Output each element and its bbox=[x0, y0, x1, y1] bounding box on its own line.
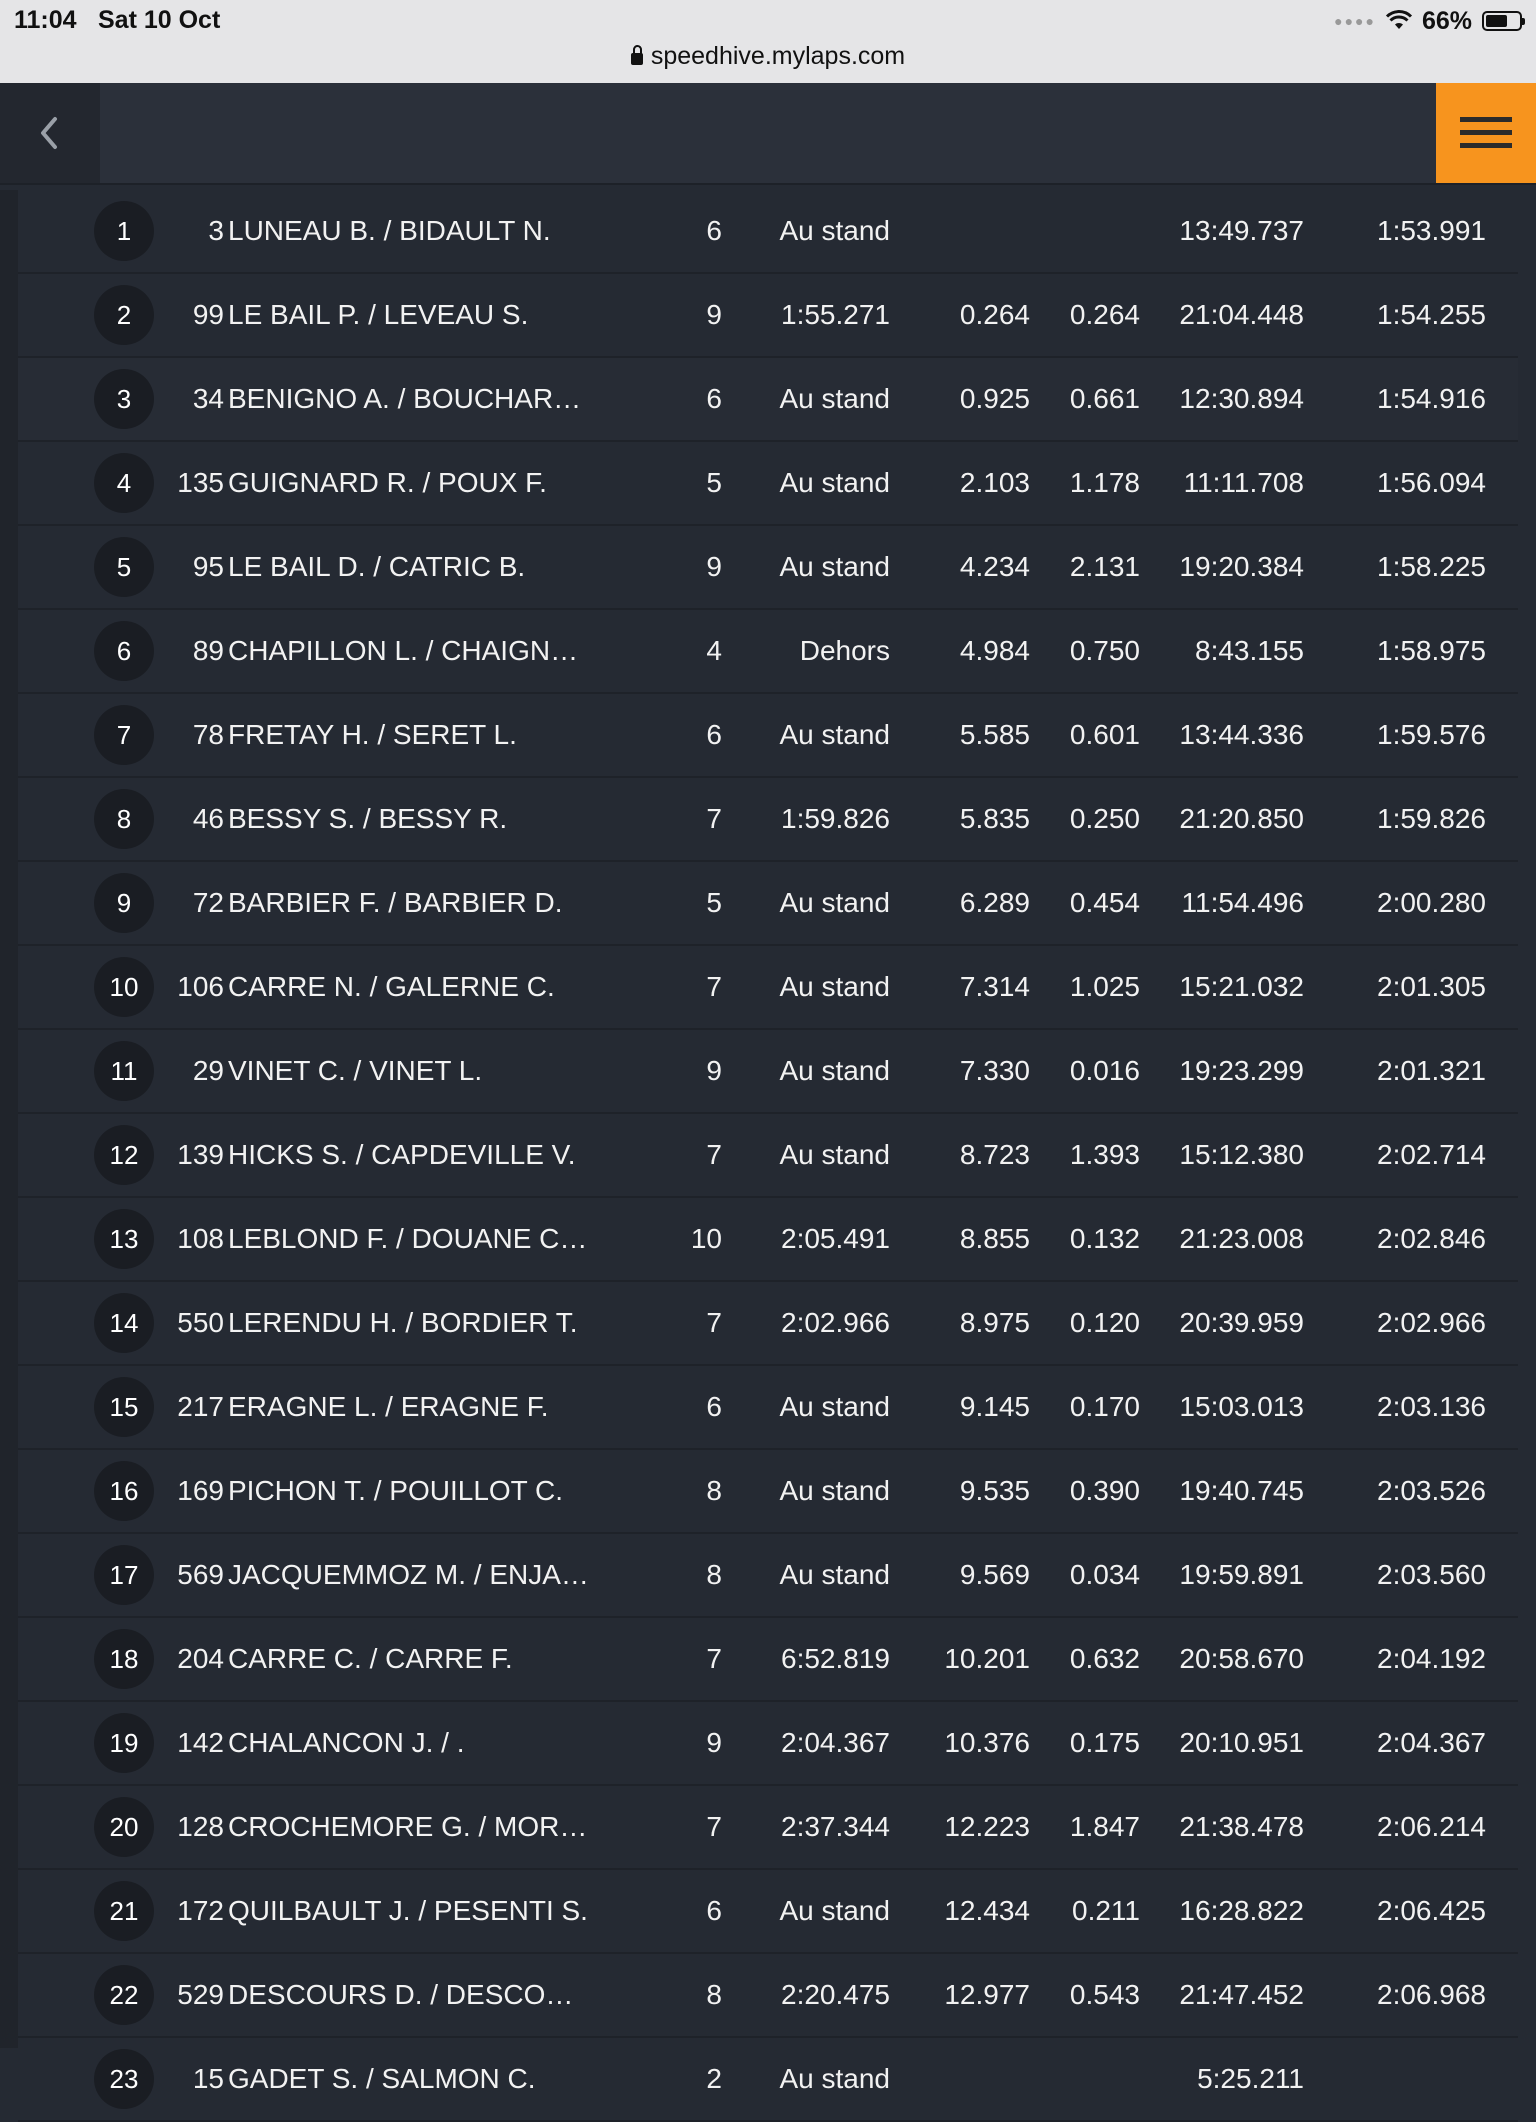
position-badge: 6 bbox=[94, 621, 154, 681]
position-badge: 8 bbox=[94, 789, 154, 849]
total-time: 15:21.032 bbox=[1179, 971, 1304, 1002]
kart-number: 569 bbox=[177, 1559, 224, 1590]
total-time: 16:28.822 bbox=[1179, 1895, 1304, 1926]
gap-to-previous: 0.601 bbox=[1069, 719, 1140, 750]
position-badge: 13 bbox=[94, 1209, 154, 1269]
result-row[interactable] bbox=[18, 1702, 1518, 1786]
last-lap-status: 2:05.491 bbox=[781, 1223, 890, 1254]
best-lap: 2:06.214 bbox=[1377, 1811, 1486, 1842]
result-row[interactable] bbox=[18, 862, 1518, 946]
last-lap-status: Au stand bbox=[779, 215, 890, 246]
result-row[interactable] bbox=[18, 1870, 1518, 1954]
hamburger-menu-icon bbox=[1458, 113, 1514, 153]
gap-to-leader: 7.314 bbox=[959, 971, 1030, 1002]
position-badge: 23 bbox=[94, 2049, 154, 2109]
driver-names: LE BAIL P. / LEVEAU S. bbox=[228, 299, 529, 330]
result-row[interactable] bbox=[18, 1030, 1518, 1114]
last-lap-status: Au stand bbox=[779, 551, 890, 582]
position-badge: 3 bbox=[94, 369, 154, 429]
kart-number: 172 bbox=[177, 1895, 224, 1926]
result-row[interactable] bbox=[18, 694, 1518, 778]
driver-names: JACQUEMMOZ M. / ENJA… bbox=[228, 1559, 589, 1590]
kart-number: 95 bbox=[192, 551, 224, 582]
position-badge: 17 bbox=[94, 1545, 154, 1605]
result-row[interactable] bbox=[18, 946, 1518, 1030]
laps-count: 9 bbox=[706, 551, 722, 582]
gap-to-previous: 1.393 bbox=[1069, 1139, 1140, 1170]
position-badge: 10 bbox=[94, 957, 154, 1017]
kart-number: 99 bbox=[192, 299, 224, 330]
gap-to-previous: 0.250 bbox=[1069, 803, 1140, 834]
gap-to-leader: 0.925 bbox=[959, 383, 1030, 414]
driver-names: CHAPILLON L. / CHAIGN… bbox=[228, 635, 579, 666]
gap-to-leader: 9.145 bbox=[959, 1391, 1030, 1422]
gap-to-leader: 9.569 bbox=[959, 1559, 1030, 1590]
result-row[interactable] bbox=[18, 1786, 1518, 1870]
laps-count: 6 bbox=[706, 1391, 722, 1422]
position-badge: 19 bbox=[94, 1713, 154, 1773]
gap-to-leader: 2.103 bbox=[959, 467, 1030, 498]
last-lap-status: Au stand bbox=[779, 467, 890, 498]
best-lap: 2:00.280 bbox=[1377, 887, 1486, 918]
url-text: speedhive.mylaps.com bbox=[650, 41, 906, 70]
total-time: 11:11.708 bbox=[1183, 467, 1304, 498]
laps-count: 7 bbox=[706, 1643, 722, 1674]
total-time: 21:20.850 bbox=[1179, 803, 1304, 834]
result-row[interactable] bbox=[18, 1450, 1518, 1534]
kart-number: 106 bbox=[177, 971, 224, 1002]
gap-to-previous: 0.454 bbox=[1069, 887, 1140, 918]
wifi-icon bbox=[1386, 11, 1412, 31]
driver-names: GADET S. / SALMON C. bbox=[228, 2063, 536, 2094]
laps-count: 5 bbox=[706, 467, 722, 498]
gap-to-leader: 0.264 bbox=[959, 299, 1030, 330]
position-badge: 9 bbox=[94, 873, 154, 933]
kart-number: 128 bbox=[177, 1811, 224, 1842]
total-time: 13:44.336 bbox=[1179, 719, 1304, 750]
driver-names: LUNEAU B. / BIDAULT N. bbox=[228, 215, 551, 246]
driver-names: CARRE C. / CARRE F. bbox=[228, 1643, 513, 1674]
result-row[interactable] bbox=[18, 610, 1518, 694]
gap-to-leader: 5.835 bbox=[959, 803, 1030, 834]
result-row[interactable] bbox=[18, 190, 1518, 274]
gap-to-previous: 0.132 bbox=[1069, 1223, 1140, 1254]
total-time: 20:39.959 bbox=[1179, 1307, 1304, 1338]
total-time: 15:12.380 bbox=[1179, 1139, 1304, 1170]
gap-to-previous: 1.847 bbox=[1069, 1811, 1140, 1842]
position-badge: 11 bbox=[94, 1041, 154, 1101]
kart-number: 89 bbox=[192, 635, 224, 666]
kart-number: 78 bbox=[192, 719, 224, 750]
kart-number: 72 bbox=[192, 887, 224, 918]
last-lap-status: Au stand bbox=[779, 383, 890, 414]
result-row[interactable] bbox=[18, 358, 1518, 442]
gap-to-previous: 0.661 bbox=[1069, 383, 1140, 414]
kart-number: 29 bbox=[192, 1055, 224, 1086]
battery-percent: 66% bbox=[1421, 6, 1472, 35]
laps-count: 5 bbox=[706, 887, 722, 918]
driver-names: LEBLOND F. / DOUANE C… bbox=[228, 1223, 588, 1254]
kart-number: 46 bbox=[192, 803, 224, 834]
driver-names: HICKS S. / CAPDEVILLE V. bbox=[228, 1139, 576, 1170]
best-lap: 1:58.225 bbox=[1377, 551, 1486, 582]
position-badge: 15 bbox=[94, 1377, 154, 1437]
best-lap: 1:53.991 bbox=[1377, 215, 1486, 246]
last-lap-status: 1:55.271 bbox=[781, 299, 890, 330]
ios-status-bar bbox=[0, 0, 1536, 83]
best-lap: 1:59.826 bbox=[1377, 803, 1486, 834]
gap-to-previous: 0.543 bbox=[1069, 1979, 1140, 2010]
laps-count: 2 bbox=[706, 2063, 722, 2094]
driver-names: LERENDU H. / BORDIER T. bbox=[228, 1307, 578, 1338]
last-lap-status: 2:04.367 bbox=[781, 1727, 890, 1758]
last-lap-status: Au stand bbox=[779, 1055, 890, 1086]
laps-count: 6 bbox=[706, 383, 722, 414]
gap-to-leader: 12.223 bbox=[944, 1811, 1030, 1842]
driver-names: CHALANCON J. / . bbox=[228, 1727, 465, 1758]
menu-button[interactable] bbox=[1436, 83, 1536, 183]
laps-count: 9 bbox=[706, 1055, 722, 1086]
total-time: 12:30.894 bbox=[1179, 383, 1304, 414]
result-row[interactable] bbox=[18, 1282, 1518, 1366]
last-lap-status: Au stand bbox=[779, 1559, 890, 1590]
gap-to-leader: 8.855 bbox=[959, 1223, 1030, 1254]
position-badge: 5 bbox=[94, 537, 154, 597]
result-row[interactable] bbox=[18, 526, 1518, 610]
gap-to-previous: 1.025 bbox=[1069, 971, 1140, 1002]
laps-count: 7 bbox=[706, 971, 722, 1002]
gap-to-previous: 0.175 bbox=[1069, 1727, 1140, 1758]
driver-names: GUIGNARD R. / POUX F. bbox=[228, 467, 547, 498]
gap-to-leader: 10.376 bbox=[944, 1727, 1030, 1758]
gap-to-previous: 2.131 bbox=[1069, 551, 1140, 582]
laps-count: 7 bbox=[706, 1307, 722, 1338]
laps-count: 4 bbox=[706, 635, 722, 666]
kart-number: 142 bbox=[177, 1727, 224, 1758]
last-lap-status: Au stand bbox=[779, 1895, 890, 1926]
gap-to-previous bbox=[1040, 190, 1140, 272]
gap-to-previous: 0.120 bbox=[1069, 1307, 1140, 1338]
gap-to-leader bbox=[908, 2038, 1030, 2120]
best-lap: 2:02.714 bbox=[1377, 1139, 1486, 1170]
gap-to-leader: 8.723 bbox=[959, 1139, 1030, 1170]
last-lap-status: Au stand bbox=[779, 1391, 890, 1422]
best-lap: 2:01.305 bbox=[1377, 971, 1486, 1002]
driver-names: ERAGNE L. / ERAGNE F. bbox=[228, 1391, 549, 1422]
kart-number: 217 bbox=[177, 1391, 224, 1422]
gap-to-previous: 0.016 bbox=[1069, 1055, 1140, 1086]
best-lap: 2:02.966 bbox=[1377, 1307, 1486, 1338]
total-time: 5:25.211 bbox=[1197, 2063, 1304, 2094]
status-date: Sat 10 Oct bbox=[98, 6, 221, 34]
last-lap-status: Au stand bbox=[779, 971, 890, 1002]
total-time: 20:10.951 bbox=[1179, 1727, 1304, 1758]
position-badge: 22 bbox=[94, 1965, 154, 2025]
result-row[interactable] bbox=[18, 1618, 1518, 1702]
total-time: 8:43.155 bbox=[1195, 635, 1304, 666]
battery-fill bbox=[1486, 15, 1507, 27]
best-lap: 2:03.560 bbox=[1377, 1559, 1486, 1590]
position-badge: 14 bbox=[94, 1293, 154, 1353]
laps-count: 6 bbox=[706, 719, 722, 750]
app-header bbox=[0, 83, 1536, 185]
total-time: 19:23.299 bbox=[1179, 1055, 1304, 1086]
best-lap: 1:58.975 bbox=[1377, 635, 1486, 666]
gap-to-previous: 0.211 bbox=[1072, 1895, 1140, 1926]
driver-names: CROCHEMORE G. / MOR… bbox=[228, 1811, 588, 1842]
laps-count: 9 bbox=[706, 299, 722, 330]
last-lap-status: 2:37.344 bbox=[781, 1811, 890, 1842]
total-time: 15:03.013 bbox=[1179, 1391, 1304, 1422]
laps-count: 7 bbox=[706, 1139, 722, 1170]
result-row[interactable] bbox=[18, 1366, 1518, 1450]
gap-to-previous: 0.264 bbox=[1069, 299, 1140, 330]
gap-to-previous: 1.178 bbox=[1069, 467, 1140, 498]
gap-to-leader: 8.975 bbox=[959, 1307, 1030, 1338]
gap-to-leader: 4.984 bbox=[959, 635, 1030, 666]
kart-number: 15 bbox=[192, 2063, 224, 2094]
battery-icon bbox=[1482, 11, 1522, 31]
result-row[interactable] bbox=[18, 2038, 1518, 2122]
total-time: 19:20.384 bbox=[1179, 551, 1304, 582]
total-time: 19:40.745 bbox=[1179, 1475, 1304, 1506]
position-badge: 21 bbox=[94, 1881, 154, 1941]
last-lap-status: Au stand bbox=[779, 2063, 890, 2094]
best-lap: 1:56.094 bbox=[1377, 467, 1486, 498]
url-bar[interactable] bbox=[0, 38, 1536, 74]
position-badge: 12 bbox=[94, 1125, 154, 1185]
position-badge: 20 bbox=[94, 1797, 154, 1857]
driver-names: BESSY S. / BESSY R. bbox=[228, 803, 508, 834]
total-time: 21:47.452 bbox=[1179, 1979, 1304, 2010]
result-row[interactable] bbox=[18, 1114, 1518, 1198]
total-time: 19:59.891 bbox=[1179, 1559, 1304, 1590]
best-lap: 2:04.192 bbox=[1377, 1643, 1486, 1674]
kart-number: 204 bbox=[177, 1643, 224, 1674]
gap-to-previous: 0.750 bbox=[1069, 635, 1140, 666]
best-lap: 1:54.255 bbox=[1377, 299, 1486, 330]
driver-names: DESCOURS D. / DESCO… bbox=[228, 1979, 574, 2010]
left-gutter bbox=[0, 190, 18, 2048]
gap-to-leader: 5.585 bbox=[959, 719, 1030, 750]
best-lap: 1:59.576 bbox=[1377, 719, 1486, 750]
total-time: 20:58.670 bbox=[1179, 1643, 1304, 1674]
driver-names: CARRE N. / GALERNE C. bbox=[228, 971, 555, 1002]
status-indicators bbox=[1334, 6, 1522, 36]
lock-icon bbox=[631, 53, 643, 65]
total-time: 21:04.448 bbox=[1179, 299, 1304, 330]
best-lap bbox=[1318, 2038, 1486, 2120]
cellular-signal-icon: ●●●● bbox=[1334, 13, 1376, 29]
kart-number: 3 bbox=[208, 215, 224, 246]
last-lap-status: 2:20.475 bbox=[781, 1979, 890, 2010]
gap-to-leader: 9.535 bbox=[959, 1475, 1030, 1506]
kart-number: 108 bbox=[177, 1223, 224, 1254]
gap-to-previous: 0.632 bbox=[1069, 1643, 1140, 1674]
total-time: 21:38.478 bbox=[1179, 1811, 1304, 1842]
best-lap: 2:01.321 bbox=[1377, 1055, 1486, 1086]
position-badge: 2 bbox=[94, 285, 154, 345]
best-lap: 2:04.367 bbox=[1377, 1727, 1486, 1758]
position-badge: 18 bbox=[94, 1629, 154, 1689]
kart-number: 135 bbox=[177, 467, 224, 498]
result-row[interactable] bbox=[18, 1534, 1518, 1618]
position-badge: 1 bbox=[94, 201, 154, 261]
kart-number: 139 bbox=[177, 1139, 224, 1170]
last-lap-status: 2:02.966 bbox=[781, 1307, 890, 1338]
laps-count: 8 bbox=[706, 1559, 722, 1590]
kart-number: 169 bbox=[177, 1475, 224, 1506]
best-lap: 2:06.425 bbox=[1377, 1895, 1486, 1926]
status-time: 11:04 bbox=[14, 6, 77, 34]
best-lap: 1:54.916 bbox=[1377, 383, 1486, 414]
results-table[interactable] bbox=[18, 190, 1518, 2094]
kart-number: 529 bbox=[177, 1979, 224, 2010]
kart-number: 550 bbox=[177, 1307, 224, 1338]
position-badge: 16 bbox=[94, 1461, 154, 1521]
last-lap-status: 1:59.826 bbox=[781, 803, 890, 834]
laps-count: 10 bbox=[690, 1223, 722, 1254]
driver-names: VINET C. / VINET L. bbox=[228, 1055, 483, 1086]
gap-to-leader bbox=[908, 190, 1030, 272]
gap-to-previous: 0.034 bbox=[1069, 1559, 1140, 1590]
gap-to-leader: 7.330 bbox=[959, 1055, 1030, 1086]
result-row[interactable] bbox=[18, 1198, 1518, 1282]
driver-names: BENIGNO A. / BOUCHAR… bbox=[228, 383, 582, 414]
driver-names: LE BAIL D. / CATRIC B. bbox=[228, 551, 526, 582]
best-lap: 2:06.968 bbox=[1377, 1979, 1486, 2010]
result-row[interactable] bbox=[18, 778, 1518, 862]
gap-to-previous: 0.390 bbox=[1069, 1475, 1140, 1506]
gap-to-leader: 12.977 bbox=[944, 1979, 1030, 2010]
result-row[interactable] bbox=[18, 442, 1518, 526]
gap-to-leader: 4.234 bbox=[959, 551, 1030, 582]
last-lap-status: Dehors bbox=[799, 635, 890, 666]
gap-to-previous: 0.170 bbox=[1069, 1391, 1140, 1422]
position-badge: 7 bbox=[94, 705, 154, 765]
last-lap-status: Au stand bbox=[779, 1139, 890, 1170]
result-row[interactable] bbox=[18, 1954, 1518, 2038]
back-button[interactable] bbox=[0, 83, 100, 183]
laps-count: 6 bbox=[706, 215, 722, 246]
laps-count: 7 bbox=[706, 1811, 722, 1842]
last-lap-status: 6:52.819 bbox=[781, 1643, 890, 1674]
driver-names: PICHON T. / POUILLOT C. bbox=[228, 1475, 564, 1506]
driver-names: FRETAY H. / SERET L. bbox=[228, 719, 517, 750]
last-lap-status: Au stand bbox=[779, 719, 890, 750]
laps-count: 8 bbox=[706, 1475, 722, 1506]
chevron-left-icon bbox=[35, 113, 65, 153]
best-lap: 2:02.846 bbox=[1377, 1223, 1486, 1254]
gap-to-previous bbox=[1040, 2038, 1140, 2120]
kart-number: 34 bbox=[192, 383, 224, 414]
best-lap: 2:03.526 bbox=[1377, 1475, 1486, 1506]
last-lap-status: Au stand bbox=[779, 1475, 890, 1506]
laps-count: 7 bbox=[706, 803, 722, 834]
gap-to-leader: 6.289 bbox=[959, 887, 1030, 918]
result-row[interactable] bbox=[18, 274, 1518, 358]
laps-count: 6 bbox=[706, 1895, 722, 1926]
total-time: 11:54.496 bbox=[1181, 887, 1304, 918]
gap-to-leader: 10.201 bbox=[944, 1643, 1030, 1674]
total-time: 21:23.008 bbox=[1179, 1223, 1304, 1254]
laps-count: 8 bbox=[706, 1979, 722, 2010]
laps-count: 9 bbox=[706, 1727, 722, 1758]
last-lap-status: Au stand bbox=[779, 887, 890, 918]
driver-names: QUILBAULT J. / PESENTI S. bbox=[228, 1895, 588, 1926]
best-lap: 2:03.136 bbox=[1377, 1391, 1486, 1422]
driver-names: BARBIER F. / BARBIER D. bbox=[228, 887, 563, 918]
position-badge: 4 bbox=[94, 453, 154, 513]
total-time: 13:49.737 bbox=[1179, 215, 1304, 246]
gap-to-leader: 12.434 bbox=[944, 1895, 1030, 1926]
